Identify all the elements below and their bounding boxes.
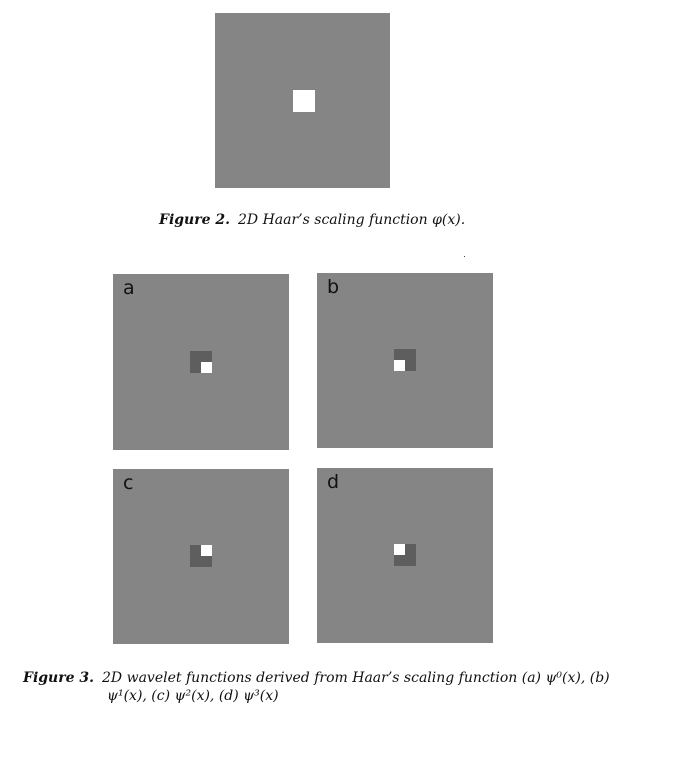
figure3-panel-d: [317, 468, 493, 643]
wavelet-block-br: [405, 555, 416, 566]
wavelet-block-tr: [201, 351, 212, 362]
panel-letter-c: c: [123, 472, 134, 494]
figure3-label: Figure 3.: [23, 670, 94, 686]
wavelet-block-tr: [405, 349, 416, 360]
wavelet-block-tl: [190, 545, 201, 556]
figure3-panel-b: [317, 273, 493, 448]
wavelet-block-tl: [190, 351, 201, 362]
wavelet-block-br: [201, 362, 212, 373]
figure2-image: [215, 13, 390, 188]
figure3-text-line1: 2D wavelet functions derived from Haar’s scaling function (a) ψ⁰(x), (b): [102, 670, 610, 686]
figure2-label: Figure 2.: [159, 212, 230, 228]
wavelet-block-br: [201, 556, 212, 567]
wavelet-block-tr: [405, 544, 416, 555]
figure2-caption: [159, 212, 465, 228]
wavelet-block-tl: [394, 544, 405, 555]
figure2-text: 2D Haar’s scaling function φ(x).: [238, 212, 466, 228]
figure3-caption-line2: ψ¹(x), (c) ψ²(x), (d) ψ³(x): [107, 688, 279, 704]
speck: [464, 256, 465, 257]
wavelet-block-bl: [394, 555, 405, 566]
figure3-panel-a: [113, 274, 289, 450]
wavelet-block-bl: [394, 360, 405, 371]
panel-letter-d: d: [327, 471, 340, 493]
scaling-block: [293, 90, 315, 112]
panel-letter-a: a: [123, 277, 135, 299]
wavelet-block-tr: [201, 545, 212, 556]
wavelet-block-bl: [190, 362, 201, 373]
figure3-caption: [23, 670, 610, 686]
wavelet-block-bl: [190, 556, 201, 567]
wavelet-block-br: [405, 360, 416, 371]
wavelet-block-tl: [394, 349, 405, 360]
figure3-panel-c: [113, 469, 289, 644]
panel-letter-b: b: [327, 276, 340, 298]
